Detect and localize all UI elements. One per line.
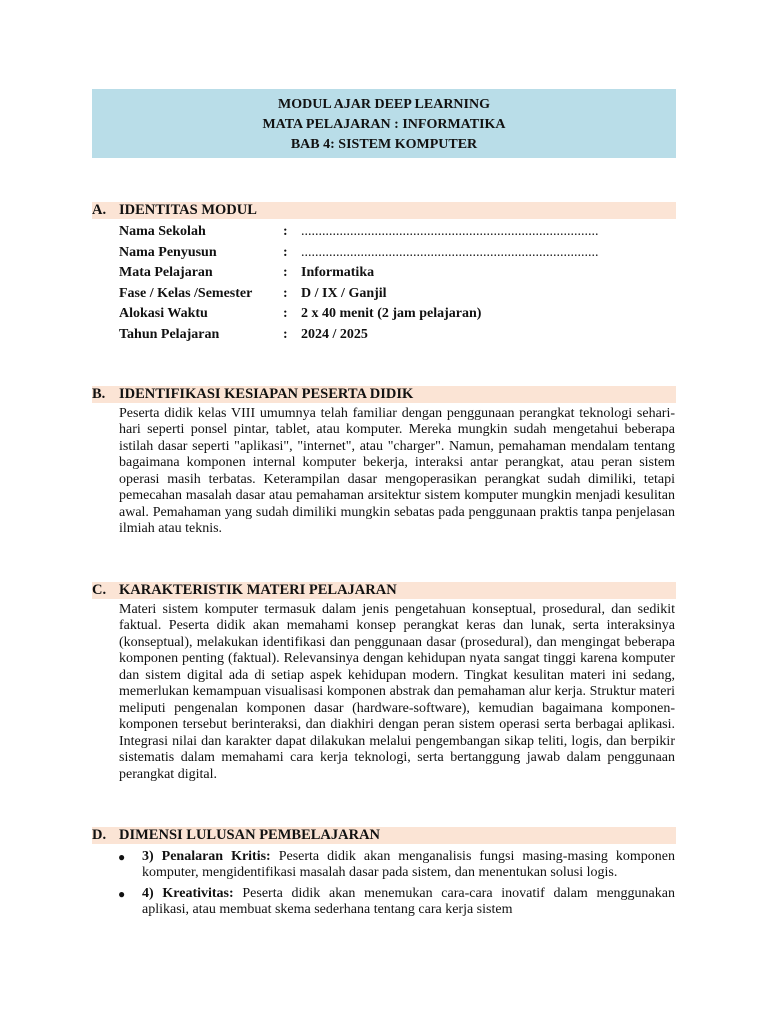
identity-value: Informatika <box>301 265 375 281</box>
dimension-term: 3) Penalaran Kritis: <box>142 849 271 864</box>
identity-label: Alokasi Waktu <box>119 306 208 322</box>
section-d-heading <box>92 827 676 844</box>
identity-value: ..................................................................................... <box>301 244 599 260</box>
identity-label: Nama Sekolah <box>119 224 206 239</box>
list-item <box>119 886 675 919</box>
identity-label: Fase / Kelas /Semester <box>119 285 253 301</box>
section-letter: D. <box>92 827 107 843</box>
identity-label: Nama Penyusun <box>119 244 217 260</box>
section-letter: A. <box>92 202 107 218</box>
section-letter: C. <box>92 582 107 598</box>
list-item <box>119 849 675 882</box>
bullet-icon: ● <box>118 886 126 901</box>
section-title: IDENTIFIKASI KESIAPAN PESERTA DIDIK <box>119 386 414 402</box>
section-title: IDENTITAS MODUL <box>119 202 257 218</box>
section-c-heading <box>92 582 676 599</box>
dimension-description: Peserta didik akan menganalisis fungsi masing-masing komponen komputer, mengidentifikasi masalah dasar pada sistem, dan menentukan solusi logis. <box>142 849 675 881</box>
identity-colon: : <box>283 285 288 301</box>
identity-colon: : <box>283 244 288 260</box>
header-subject: MATA PELAJARAN : INFORMATIKA <box>262 117 506 132</box>
identity-colon: : <box>283 224 288 239</box>
module-header <box>92 89 676 158</box>
identity-value: ..................................................................................... <box>301 224 599 239</box>
dimension-term: 4) Kreativitas: <box>142 885 234 901</box>
section-letter: B. <box>92 386 106 402</box>
graduate-dimension-list <box>119 849 675 922</box>
identity-colon: : <box>283 306 288 322</box>
header-title: MODUL AJAR DEEP LEARNING <box>278 97 490 112</box>
section-title: DIMENSI LULUSAN PEMBELAJARAN <box>119 827 381 843</box>
identity-colon: : <box>283 326 288 342</box>
material-paragraph: Materi sistem komputer termasuk dalam jenis pengetahuan konseptual, prosedural, dan sedikit faktual. Peserta didik akan memahami konsep perangkat keras dan lunak, serta interaksinya (konseptual), melakukan identifikasi dan penggunaan dasar (prosedural), dan mengingat beberapa komponen penting (faktual). Relevansinya dengan kehidupan nyata sangat tinggi karena komputer dan sistem digital ada di setiap aspek kehidupan modern. Tingkat kesulitan materi ini sedang, memerlukan kemampuan visualisasi komponen abstrak dan pemahaman alur kerja. Struktur materi meliputi pengenalan komponen dasar (hardware-software), kemudian bagaimana komponen-komponen tersebut berinteraksi, dan diakhiri dengan peran sistem operasi serta berbagai aplikasi. Integrasi nilai dan karakter dapat dilakukan melalui pengembangan sikap teliti, logis, dan berpikir sistematis dalam memahami cara kerja teknologi, serta bertanggung jawab dalam penggunaan perangkat digital. <box>119 602 675 782</box>
identity-value: 2024 / 2025 <box>301 326 368 342</box>
dimension-description: Peserta didik akan menemukan cara-cara inovatif dalam menggunakan aplikasi, atau membuat skema sederhana tentang cara kerja sistem <box>142 885 675 917</box>
identity-label: Mata Pelajaran <box>119 265 213 281</box>
identity-colon: : <box>283 265 288 281</box>
bullet-icon: ● <box>118 850 126 864</box>
identity-value: 2 x 40 menit (2 jam pelajaran) <box>301 306 482 322</box>
section-b-heading <box>92 386 676 403</box>
identity-label: Tahun Pelajaran <box>119 326 220 342</box>
section-a-heading <box>92 202 676 219</box>
identity-value: D / IX / Ganjil <box>301 285 387 301</box>
header-chapter: BAB 4: SISTEM KOMPUTER <box>290 137 478 152</box>
section-title: KARAKTERISTIK MATERI PELAJARAN <box>119 582 397 598</box>
readiness-paragraph: Peserta didik kelas VIII umumnya telah familiar dengan penggunaan perangkat teknologi sehari-hari seperti ponsel pintar, tablet, atau komputer. Mereka mungkin sudah mengetahui beberapa istilah dasar seperti "aplikasi", "internet", atau "charger". Namun, pemahaman mendalam tentang bagaimana komponen internal komputer bekerja, interaksi antar perangkat, atau peran sistem operasi masih terbatas. Keterampilan dasar mengoperasikan perangkat sudah dimiliki, tetapi pemecahan masalah dasar atau pemahaman arsitektur sistem komputer mungkin menjadi kesulitan awal. Pemahaman yang sudah dimiliki mungkin sebatas pada penggunaan praktis tanpa penjelasan ilmiah atau teknis. <box>119 406 675 537</box>
